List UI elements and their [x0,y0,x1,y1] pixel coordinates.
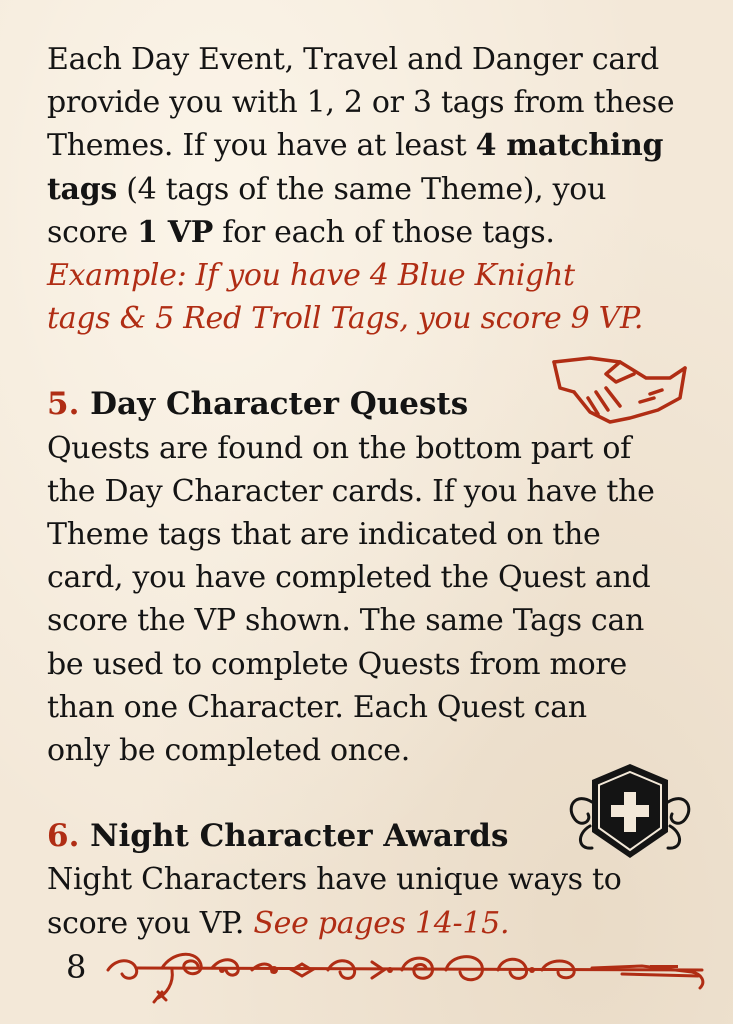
page-reference: See pages 14-15. [253,905,510,941]
section-6-body [47,858,707,944]
themes-line: score [47,214,138,250]
themes-line: provide you with 1, 2 or 3 tags from these [47,85,675,121]
themes-paragraph [47,38,707,340]
cross-shield-icon [562,762,698,862]
bold-text: tags [47,171,117,207]
body-line: than one Character. Each Quest can [47,689,587,725]
body-line: Quests are found on the bottom part of [47,430,631,466]
section-5-body [47,427,707,773]
body-line: be used to complete Quests from more [47,646,627,682]
page-number: 8 [66,948,87,986]
body-line: Theme tags that are indicated on the [47,517,601,553]
bold-text: 1 VP [137,214,214,250]
bold-text: 4 matching [475,128,664,164]
section-title: Night Character Awards [90,818,509,855]
body-line: only be completed once. [47,733,410,769]
body-line: Night Characters have unique ways to [47,862,622,898]
body-line: score the VP shown. The same Tags can [47,603,645,639]
handshake-icon [550,348,690,428]
section-number: 6. [47,818,80,855]
themes-line: for each of those tags. [213,214,555,250]
themes-line: (4 tags of the same Theme), you [116,171,607,207]
body-line: card, you have completed the Quest and [47,560,651,596]
section-number: 5. [47,386,80,423]
section-title: Day Character Quests [90,386,469,423]
body-line: score you VP. [47,905,254,941]
flourish-divider-icon [102,944,712,1004]
example-text: tags & 5 Red Troll Tags, you score 9 VP. [47,301,644,337]
example-text: Example: If you have 4 Blue Knight [47,258,575,294]
body-line: the Day Character cards. If you have the [47,473,655,509]
themes-line: Themes. If you have at least [47,128,476,164]
themes-line: Each Day Event, Travel and Danger card [47,42,659,77]
